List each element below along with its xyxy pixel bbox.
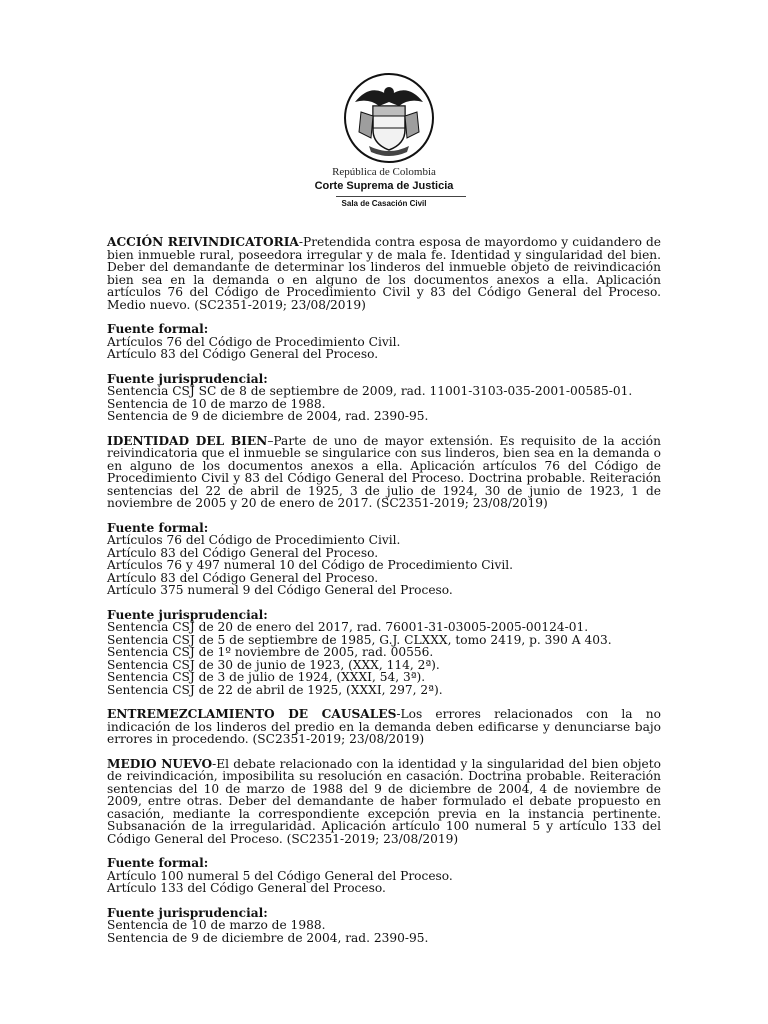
- paragraph-text: -El debate relacionado con la identidad y la singularidad del bien objeto de reivindicación, imposibilita su resolución en casación. Doctrina probable. Reiteración sentencias del 10 de marzo de 1988 del 9 de diciembre de 2004, 4 de noviembre de 2009, entre otras. Deber del demandante de haber formulado el debate propuesto en casación, mediante la correspondiente excepción previa en la instancia pertinente. Subsanación de la irregularidad. Aplicación artículo 100 numeral 5 y artículo 133 del Código General del Proceso. (SC2351-2019; 23/08/2019): [107, 756, 662, 846]
- keyword: IDENTIDAD DEL BIEN: [107, 433, 268, 448]
- document-body: [107, 236, 661, 944]
- list-item: Artículo 83 del Código General del Proceso.: [107, 347, 379, 361]
- keyword: MEDIO NUEVO: [107, 756, 213, 771]
- paragraph-text: –Parte de uno de mayor extensión. Es requisito de la acción reivindicatoria que el inmueble se singularice con sus linderos, bien sea en la demanda o en alguno de los documentos anexos a ella. Aplicación artículos 76 del Código de Procedimiento Civil y 83 del Código General del Proceso. Doctrina probable. Reiteración sentencias del 22 de abril de 1925, 3 de julio de 1924, 30 de junio de 1923, 1 de noviembre de 2005 y 20 de enero de 2017. (SC2351-2019; 23/08/2019): [107, 433, 661, 510]
- list-item: Artículos 76 y 497 numeral 10 del Código de Procedimiento Civil.: [107, 558, 514, 572]
- list-item: Artículos 76 del Código de Procedimiento Civil.: [107, 533, 401, 547]
- list-item: Sentencia de 10 de marzo de 1988.: [107, 918, 326, 932]
- list-item: Sentencia de 9 de diciembre de 2004, rad. 2390-95.: [107, 930, 429, 945]
- keyword: ENTREMEZCLAMIENTO DE CAUSALES: [107, 707, 397, 721]
- list-item: Artículo 83 del Código General del Proceso.: [107, 570, 379, 585]
- list-item: Sentencia CSJ SC de 8 de septiembre de 2009, rad. 11001-3103-035-2001-00585-01.: [107, 384, 633, 398]
- list-item: Sentencia de 10 de marzo de 1988.: [107, 396, 326, 411]
- list-item: Artículo 133 del Código General del Proceso.: [107, 881, 386, 895]
- list-item: Artículos 76 del Código de Procedimiento Civil.: [107, 334, 401, 349]
- list-item: Artículo 100 numeral 5 del Código General del Proceso.: [107, 868, 453, 883]
- section-heading: Fuente jurisprudencial:: [107, 905, 268, 920]
- coat-of-arms-logo: [343, 72, 435, 164]
- list-item: Sentencia de 9 de diciembre de 2004, rad. 2390-95.: [107, 409, 429, 423]
- document-header: [0, 0, 768, 215]
- list-item: Sentencia CSJ de 22 de abril de 1925, (XXXI, 297, 2ª).: [107, 682, 443, 697]
- section-heading: Fuente formal:: [107, 520, 209, 535]
- paragraph-text: -Pretendida contra esposa de mayordomo y cuidandero de bien inmueble rural, poseedora irregular y de mala fe. Identidad y singularidad del bien. Deber del demandante de determinar los linderos del inmueble objeto de reivindicación bien sea en la demanda o en alguno de los documentos anexos a ella. Aplicación artículos 76 del Código de Procedimiento Civil y 83 del Código General del Proceso. Medio nuevo. (SC2351-2019; 23/08/2019): [107, 235, 661, 312]
- paragraph-identidad: [107, 435, 661, 510]
- paragraph-accion: [107, 236, 661, 311]
- list-item: Sentencia CSJ de 3 de julio de 1924, (XXXI, 54, 3ª).: [107, 670, 426, 684]
- chamber-name: Sala de Casación Civil: [341, 199, 427, 208]
- section-heading: Fuente formal:: [107, 322, 209, 336]
- list-item: Artículo 375 numeral 9 del Código General del Proceso.: [107, 583, 453, 597]
- paragraph-entremezclamiento: [107, 708, 661, 746]
- list-item: Artículo 83 del Código General del Proceso.: [107, 545, 379, 560]
- section-heading: Fuente jurisprudencial:: [107, 607, 268, 622]
- republic-label: República de Colombia: [332, 166, 436, 178]
- list-item: Sentencia CSJ de 5 de septiembre de 1985, G.J. CLXXX, tomo 2419, p. 390 A 403.: [107, 632, 612, 647]
- list-item: Sentencia CSJ de 20 de enero del 2017, rad. 76001-31-03005-2005-00124-01.: [107, 620, 589, 634]
- paragraph-text: -Los errores relacionados con la no indicación de los linderos del predio en la demanda deben edificarse y denunciarse bajo errores in procedendo. (SC2351-2019; 23/08/2019): [107, 707, 661, 746]
- header-divider: [336, 196, 466, 197]
- paragraph-medio-nuevo: [107, 758, 661, 846]
- court-name: Corte Suprema de Justicia: [314, 180, 454, 192]
- list-item: Sentencia CSJ de 1º noviembre de 2005, rad. 00556.: [107, 645, 434, 659]
- section-heading: Fuente formal:: [107, 856, 209, 870]
- keyword: ACCIÓN REIVINDICATORIA: [107, 235, 299, 249]
- list-item: Sentencia CSJ de 30 de junio de 1923, (XXX, 114, 2ª).: [107, 657, 440, 672]
- section-heading: Fuente jurisprudencial:: [107, 371, 268, 386]
